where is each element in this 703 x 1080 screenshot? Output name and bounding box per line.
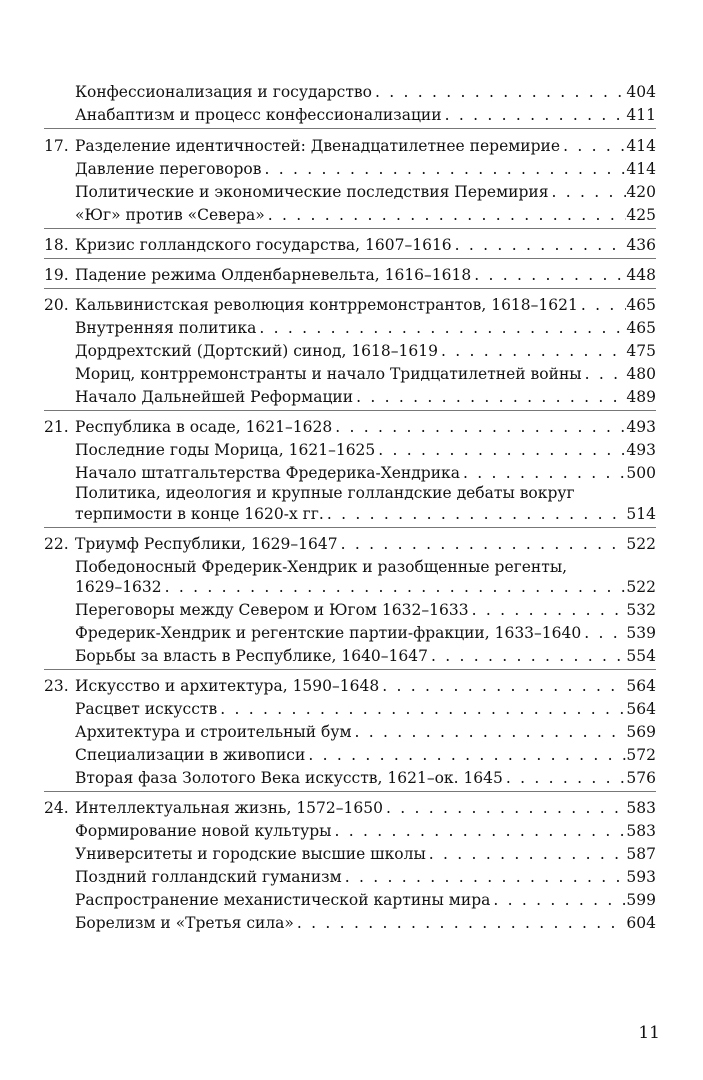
leader-dots bbox=[261, 157, 626, 181]
chapter-number: 22. bbox=[44, 535, 69, 553]
toc-entry bbox=[0, 621, 703, 645]
entry-title: Дордрехтский (Дортский) синод, 1618–1619 bbox=[75, 342, 438, 360]
toc-entry bbox=[0, 103, 703, 127]
entry-title: Поздний голландский гуманизм bbox=[75, 868, 342, 886]
leader-dots bbox=[338, 532, 627, 556]
entry-page: 414 bbox=[626, 137, 656, 155]
entry-title: 1629–1632 bbox=[75, 578, 162, 596]
toc-chapter bbox=[0, 134, 703, 158]
entry-title-line1: Победоносный Фредерик-Хендрик и разобщенные регенты, bbox=[75, 558, 568, 576]
entry-page: 599 bbox=[626, 891, 656, 909]
chapter-number: 24. bbox=[44, 799, 69, 817]
leader-dots bbox=[353, 385, 626, 409]
toc-entry bbox=[0, 362, 703, 386]
entry-page: 522 bbox=[626, 535, 656, 553]
entry-title: Архитектура и строительный бум bbox=[75, 723, 352, 741]
page-number: 11 bbox=[638, 1023, 660, 1043]
entry-page: 583 bbox=[626, 799, 656, 817]
entry-page: 564 bbox=[626, 700, 656, 718]
chapter-divider bbox=[44, 791, 656, 792]
leader-dots bbox=[426, 842, 627, 866]
entry-title: Последние годы Морица, 1621–1625 bbox=[75, 441, 376, 459]
leader-dots bbox=[256, 316, 626, 340]
toc-entry bbox=[0, 502, 703, 526]
entry-title: Анабаптизм и процесс конфессионализации bbox=[75, 106, 442, 124]
chapter-divider bbox=[44, 128, 656, 129]
chapter-number: 21. bbox=[44, 418, 69, 436]
toc-entry bbox=[0, 644, 703, 668]
entry-title: Распространение механистической картины мира bbox=[75, 891, 491, 909]
chapter-divider bbox=[44, 258, 656, 259]
leader-dots bbox=[217, 697, 626, 721]
entry-title: Начало Дальнейшей Реформации bbox=[75, 388, 354, 406]
entry-title: Формирование новой культуры bbox=[75, 822, 332, 840]
leader-dots bbox=[383, 796, 626, 820]
entry-title: Специализации в живописи bbox=[75, 746, 306, 764]
chapter-divider bbox=[44, 669, 656, 670]
leader-dots bbox=[428, 644, 626, 668]
leader-dots bbox=[342, 865, 627, 889]
leader-dots bbox=[375, 438, 626, 462]
entry-page: 489 bbox=[626, 388, 656, 406]
chapter-title: Триумф Республики, 1629–1647 bbox=[75, 535, 338, 553]
entry-page: 465 bbox=[626, 296, 656, 314]
entry-page: 480 bbox=[626, 365, 656, 383]
entry-page: 420 bbox=[626, 183, 656, 201]
leader-dots bbox=[332, 415, 626, 439]
entry-page: 475 bbox=[626, 342, 656, 360]
chapter-number: 23. bbox=[44, 677, 69, 695]
entry-title: Вторая фаза Золотого Века искусств, 1621–ок. 1645 bbox=[75, 769, 503, 787]
toc-entry bbox=[0, 697, 703, 721]
toc-entry bbox=[0, 180, 703, 204]
entry-page: 500 bbox=[626, 464, 656, 482]
leader-dots bbox=[490, 888, 626, 912]
toc-entry bbox=[0, 865, 703, 889]
toc-entry bbox=[0, 842, 703, 866]
toc-entry bbox=[0, 888, 703, 912]
toc-chapter bbox=[0, 263, 703, 287]
entry-title: Борелизм и «Третья сила» bbox=[75, 914, 294, 932]
entry-page: 514 bbox=[626, 505, 656, 523]
entry-page: 448 bbox=[626, 266, 656, 284]
toc-entry bbox=[0, 575, 703, 599]
leader-dots bbox=[438, 339, 626, 363]
toc-chapter bbox=[0, 796, 703, 820]
chapter-divider bbox=[44, 410, 656, 411]
leader-dots bbox=[578, 293, 627, 317]
leader-dots bbox=[379, 674, 626, 698]
leader-dots bbox=[452, 233, 627, 257]
leader-dots bbox=[471, 263, 626, 287]
leader-dots bbox=[560, 134, 626, 158]
toc-entry bbox=[0, 743, 703, 767]
entry-title: Давление переговоров bbox=[75, 160, 262, 178]
leader-dots bbox=[582, 362, 627, 386]
leader-dots bbox=[162, 575, 627, 599]
entry-page: 532 bbox=[626, 601, 656, 619]
entry-page: 425 bbox=[626, 206, 656, 224]
leader-dots bbox=[503, 766, 627, 790]
entry-page: 572 bbox=[626, 746, 656, 764]
chapter-title: Интеллектуальная жизнь, 1572–1650 bbox=[75, 799, 383, 817]
chapter-title: Разделение идентичностей: Двенадцатилетнее перемирие bbox=[75, 137, 561, 155]
entry-page: 465 bbox=[626, 319, 656, 337]
entry-title: Конфессионализация и государство bbox=[75, 83, 372, 101]
chapter-divider bbox=[44, 288, 656, 289]
entry-title: Внутренняя политика bbox=[75, 319, 257, 337]
chapter-number: 17. bbox=[44, 137, 69, 155]
leader-dots bbox=[581, 621, 626, 645]
entry-page: 587 bbox=[626, 845, 656, 863]
entry-title: терпимости в конце 1620-х гг. bbox=[75, 505, 324, 523]
chapter-number: 19. bbox=[44, 266, 69, 284]
toc-entry bbox=[0, 316, 703, 340]
toc-chapter bbox=[0, 415, 703, 439]
chapter-title: Кризис голландского государства, 1607–1616 bbox=[75, 236, 452, 254]
toc-chapter bbox=[0, 293, 703, 317]
entry-page: 554 bbox=[626, 647, 656, 665]
chapter-title: Искусство и архитектура, 1590–1648 bbox=[75, 677, 380, 695]
entry-page: 583 bbox=[626, 822, 656, 840]
leader-dots bbox=[352, 720, 627, 744]
leader-dots bbox=[324, 502, 627, 526]
toc-chapter bbox=[0, 674, 703, 698]
chapter-divider bbox=[44, 228, 656, 229]
leader-dots bbox=[265, 203, 627, 227]
entry-page: 539 bbox=[626, 624, 656, 642]
entry-page: 411 bbox=[626, 106, 656, 124]
entry-page: 569 bbox=[626, 723, 656, 741]
entry-title: Политические и экономические последствия Перемирия bbox=[75, 183, 549, 201]
leader-dots bbox=[549, 180, 627, 204]
chapter-divider bbox=[44, 527, 656, 528]
toc-entry bbox=[0, 766, 703, 790]
leader-dots bbox=[469, 598, 627, 622]
toc-entry bbox=[0, 911, 703, 935]
toc-entry bbox=[0, 598, 703, 622]
leader-dots bbox=[332, 819, 627, 843]
chapter-title: Кальвинистская революция контрремонстрантов, 1618–1621 bbox=[75, 296, 578, 314]
entry-page: 414 bbox=[626, 160, 656, 178]
entry-title: Мориц, контрремонстранты и начало Тридцатилетней войны bbox=[75, 365, 582, 383]
entry-page: 604 bbox=[626, 914, 656, 932]
toc-entry bbox=[0, 385, 703, 409]
leader-dots bbox=[372, 80, 626, 104]
chapter-number: 20. bbox=[44, 296, 69, 314]
toc-entry bbox=[0, 720, 703, 744]
entry-page: 576 bbox=[626, 769, 656, 787]
entry-title-line1: Политика, идеология и крупные голландские дебаты вокруг bbox=[75, 484, 575, 502]
entry-title: Переговоры между Севером и Югом 1632–1633 bbox=[75, 601, 469, 619]
toc-entry bbox=[0, 438, 703, 462]
entry-title: Расцвет искусств bbox=[75, 700, 218, 718]
leader-dots bbox=[305, 743, 626, 767]
leader-dots bbox=[442, 103, 627, 127]
entry-page: 564 bbox=[626, 677, 656, 695]
entry-title: «Юг» против «Севера» bbox=[75, 206, 265, 224]
leader-dots bbox=[294, 911, 626, 935]
entry-page: 493 bbox=[626, 418, 656, 436]
entry-page: 404 bbox=[626, 83, 656, 101]
toc-entry bbox=[0, 157, 703, 181]
entry-title: Фредерик-Хендрик и регентские партии-фракции, 1633–1640 bbox=[75, 624, 582, 642]
toc-chapter bbox=[0, 233, 703, 257]
entry-title: Университеты и городские высшие школы bbox=[75, 845, 426, 863]
entry-page: 493 bbox=[626, 441, 656, 459]
entry-title: Начало штатгальтерства Фредерика-Хендрика bbox=[75, 464, 460, 482]
chapter-title: Падение режима Олденбарневельта, 1616–1618 bbox=[75, 266, 472, 284]
entry-page: 436 bbox=[626, 236, 656, 254]
toc-chapter bbox=[0, 532, 703, 556]
chapter-title: Республика в осаде, 1621–1628 bbox=[75, 418, 333, 436]
toc-entry bbox=[0, 819, 703, 843]
entry-page: 522 bbox=[626, 578, 656, 596]
toc-entry bbox=[0, 203, 703, 227]
entry-page: 593 bbox=[626, 868, 656, 886]
chapter-number: 18. bbox=[44, 236, 69, 254]
toc-entry bbox=[0, 339, 703, 363]
entry-title: Борьбы за власть в Республике, 1640–1647 bbox=[75, 647, 428, 665]
toc-entry bbox=[0, 80, 703, 104]
